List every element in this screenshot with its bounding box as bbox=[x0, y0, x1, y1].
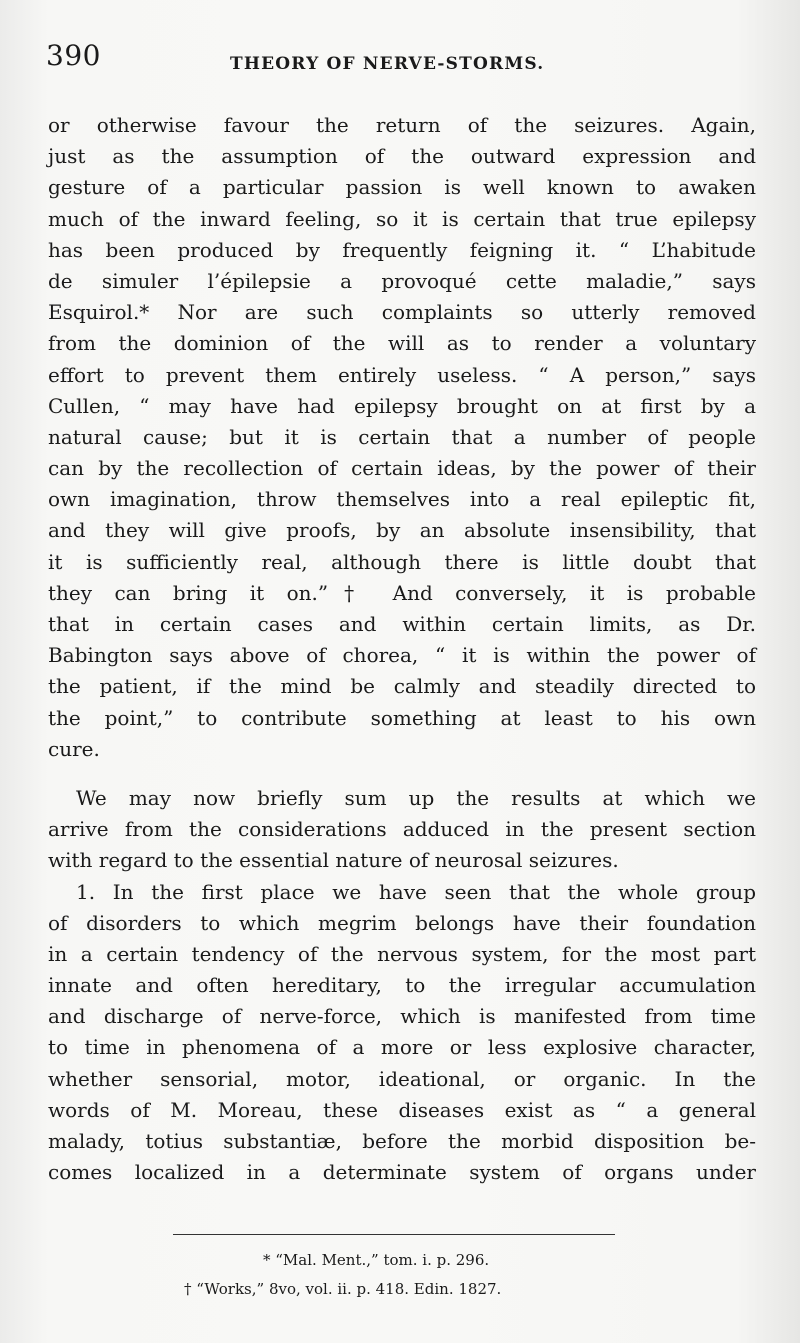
text-line: the patient, if the mind be calmly and steadily directed to bbox=[48, 674, 756, 699]
text-line: 1. In the first place we have seen that the whole group bbox=[76, 879, 756, 904]
text-line: just as the assumption of the outward expression and bbox=[48, 144, 756, 169]
text-line: cure. bbox=[48, 736, 100, 761]
text-line: We may now briefly sum up the results at which we bbox=[76, 785, 756, 810]
paragraph bbox=[48, 783, 756, 877]
text-line: to time in phenomena of a more or less explosive character, bbox=[48, 1035, 756, 1060]
page-number: 390 bbox=[46, 39, 101, 72]
text-line: words of M. Moreau, these diseases exist as “ a general bbox=[48, 1097, 756, 1122]
text-line: from the dominion of the will as to render a voluntary bbox=[48, 331, 756, 356]
text-line: gesture of a particular passion is well known to awaken bbox=[48, 175, 756, 200]
text-line: that in certain cases and within certain limits, as Dr. bbox=[48, 612, 756, 636]
text-line: the point,” to contribute something at least to his own bbox=[48, 705, 756, 730]
footnote: † “Works,” 8vo, vol. ii. p. 418. Edin. 1827. bbox=[184, 1280, 502, 1298]
text-line: it is sufficiently real, although there is little doubt that bbox=[48, 549, 756, 574]
text-line: they can bring it on.”† And conversely, it is probable bbox=[48, 580, 756, 605]
text-line: whether sensorial, motor, ideational, or organic. In the bbox=[48, 1066, 756, 1091]
paragraph-gap bbox=[48, 765, 756, 783]
text-line: innate and often hereditary, to the irregular accumulation bbox=[48, 973, 756, 998]
text-line: much of the inward feeling, so it is certain that true epilepsy bbox=[48, 206, 756, 231]
text-line: comes localized in a determinate system of organs under bbox=[48, 1160, 756, 1185]
text-line: Esquirol.* Nor are such complaints so utterly removed bbox=[48, 300, 756, 325]
text-line: own imagination, throw themselves into a real epileptic fit, bbox=[48, 487, 756, 512]
running-head: THEORY OF NERVE-STORMS. bbox=[230, 54, 545, 74]
text-line: effort to prevent them entirely useless. “ A person,” says bbox=[48, 362, 756, 387]
body-text bbox=[48, 110, 756, 1188]
text-line: of disorders to which megrim belongs have their foundation bbox=[48, 910, 756, 935]
text-line: can by the recollection of certain ideas, by the power of their bbox=[48, 456, 756, 481]
text-line: malady, totius substantiæ, before the morbid disposition be- bbox=[48, 1129, 756, 1153]
text-line: or otherwise favour the return of the seizures. Again, bbox=[48, 113, 756, 137]
text-line: and discharge of nerve-force, which is manifested from time bbox=[48, 1004, 756, 1029]
text-line: in a certain tendency of the nervous system, for the most part bbox=[48, 941, 756, 966]
text-line: de simuler l’épilepsie a provoqué cette maladie,” says bbox=[48, 268, 756, 293]
footnote-rule bbox=[173, 1234, 615, 1235]
paragraph bbox=[48, 877, 756, 1189]
text-line: with regard to the essential nature of neurosal seizures. bbox=[48, 848, 619, 873]
paragraph bbox=[48, 110, 756, 765]
footnote: * “Mal. Ment.,” tom. i. p. 296. bbox=[263, 1251, 490, 1269]
text-line: Cullen, “ may have had epilepsy brought on at first by a bbox=[48, 393, 756, 418]
text-line: Babington says above of chorea, “ it is within the power of bbox=[48, 643, 756, 668]
text-line: arrive from the considerations adduced in the present section bbox=[48, 817, 756, 842]
text-line: and they will give proofs, by an absolute insensibility, that bbox=[48, 518, 756, 543]
text-line: has been produced by frequently feigning it. “ L’habitude bbox=[48, 237, 756, 262]
text-line: natural cause; but it is certain that a number of people bbox=[48, 424, 756, 449]
